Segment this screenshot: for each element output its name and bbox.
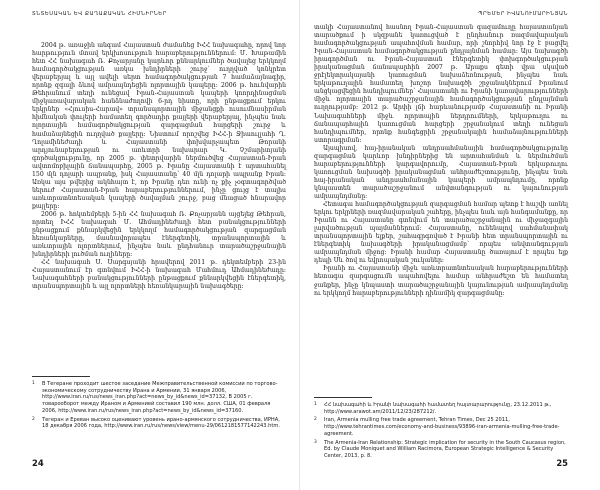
footnote-rule — [32, 376, 90, 377]
footnote-number: 1 — [32, 381, 35, 386]
footnote — [32, 381, 286, 415]
page-number: 25 — [556, 458, 568, 468]
footnote-text: ՀՀ նախագահի և Իրանի նախագահի համատեղ հայտարարությունը, 23.12.2011 թ., http://www.arawot.am/2011/12/23/287212/. — [324, 402, 552, 415]
footnote — [32, 417, 286, 430]
footnote-number: 1 — [314, 402, 317, 407]
footnote-text: The Armenia-Iran Relationship: Strategic implication for security in the South Caucasus region, Ed. by Claude Moniquet and William Racimora, European Strategic Intelligence & Security Center, 2013, p. 8. — [324, 439, 566, 459]
footnote-number: 3 — [314, 439, 317, 445]
paragraph: ՀՀ նախագահ Ս. Սարգսյանի հրավերով 2011 թ. դեկտեմբերի 23-ին Հայաստանում էր գտնվում ԻՀՀ-ի նախագահ Մահմուդ Ահմադինեժադը: Նախագահների բանակցությունների ընթացքում քննարկվեցին էներգետիկ, տրանսպորտային և այլ ոլորտների հեռանկարային նախագծերը: — [32, 259, 286, 291]
right-page — [300, 0, 600, 490]
footnote-number: 2 — [314, 417, 317, 423]
running-head: ՏՆՏԵՍԱԿԱՆ ԵՎ ՔԱՂԱՔԱԿԱՆ ՀԻՄՆԻՐՆԵՐ — [32, 11, 167, 17]
paragraph: 2006 թ. հոկտեմբերի 5-ին ՀՀ նախագահ Ռ. Քոչարյանն այցելեց Թեհրան, որտեղ ԻՀՀ նախագահ Մ. Ահմադինեժադի հետ բանակցությունների ընթացքում քննարկվեցին երկկողմ համագործակցության զարգացման հեռանկարները, մասնավորապես էներգետիկ, տրանսպորտային և առևտրային ոլորտներում, ինչպես նաև ընդհանուր տարածաշրջանային խնդիրների լուծման ուղիները: — [32, 210, 286, 259]
footnotes — [0, 376, 300, 432]
body-text — [314, 24, 568, 298]
footnote — [314, 417, 568, 437]
footnote-number: 2 — [32, 416, 35, 422]
body-text — [32, 42, 286, 291]
footnote — [314, 402, 568, 415]
page-number: 24 — [32, 458, 44, 468]
footnote-text: Тегеран и Ереван высоко оценивают уровень ирано-армянского сотрудничества, ИРНА, 18 декабря 2006 года, http://www.iran.ru/rus/news/view/menu-29/0612181577142243.htm. — [42, 416, 280, 430]
running-head: ՊՐԵՄԵՐ ԻՎԱՆՈՒՄԱՐԻՆՅԱՆ — [478, 11, 568, 17]
paragraph: 2004 թ. առաջին անգամ Հայաստան ժամանեց ԻՀՀ նախագահը, որով նոր հարթություն մտավ երկխոսություն հարաբերություններում: Մ. Խաթամին հետ ՀՀ նախագահ Ռ. Քոչարյանը կարևոր քննարկումներ ծավալեց երկկողմ համագործակցության առկա խնդիրների շուրջ՝ ուղղված կոնկրետ վերաբերյալ և այլ ավելի սերտ համագործակցության 7 համաձայնագիր, որոնք զգալի ձևով ամրապնդեցին ոլորտային կապերը: 2006 թ. հունվարին Թեհրանում տեղի ունեցավ Իրան-Հայաստան կապերի կոորդինացման միջկառավարական հանձնաժողովի 6-րդ նիստը, որի ընթացքում երկու երկրներ «Հյուսիս-Հարավ» տրանսպորտային միջանցքի ուսումնասիրման հիմնական փուլերի համատեղ գործադիր քայլերի վերաբերյալ, ինչպես նաև ոլորտային համագործակցության զարգացման հարցերի շուրջ և համաձայնեցին ուղղված քայլերը: Նիստում որոշվեց ԻՀՀ-ի Ջիաուլլահի Ղ. Ղոլամինեժադի և Հայաստանի փոխվարչապետ Թորանի արդյունաբերության ու առևտրի նախարար Կ. Չշմարիտյանի գործակցությունը, որ 2005 թ. փետրվարին ներմուծվեց Հայաստան-Իրան ավտոմոբիլային ճանապարհը, 2005 թ. Իրանը Հայաստանի է արտահանել 150 մլն դոլարի ապրանք, իսկ Հայաստանը՝ 40 մլն դոլարի ապրանք Իրան: Առկա այս թվերից ակնհայտ է, որ Իրանը դեռ ունի ոչ քիչ չօգտագործված ներուժ Հայաստան-Իրան հարաբերություններում, ինչը ցույց է տալիս առևտրատնտեսական կապերի ծավալման շուրջ, բաց մնացած հնարավոր քայլերը: — [32, 42, 286, 210]
footnote-text: Iran, Armenia mulling free trade agreement, Tehran Times, Dec 25 2011, http://www.tehrantimes.com/economy-and-business/93896-iran-armenia-mulling-free-trade-agreement. — [324, 417, 560, 437]
footnote — [314, 440, 568, 460]
paragraph: տակի Հայաստանով հասնող Իրան-Հայաստան գազամուղը հայաստանյան տարածքում ի սկզբանե կառուցված է ընդհանուր ռազմավարական համագործակցության ապահովման համար, որի շնորհիվ նոր էջ է բացվել Իրան-Հայաստան համագործակցության ընդլայնման համար: Այս նախագծի իրագործման ու Իրան-Հայաստան էներգետիկ փոխգործակցության իրականացման ճանապարհին 2007 թ. Արաքս գետի վրա սկսված ջրէլեկտրակայանի կառուցման նախաձեռնության, ինչպես նաև երկաթուղային համատեղ խոշոր նախագծի շրջանակներում Իրանում անցկացվեցին հանդիպումներ՝ Հայաստանի ու Իրանի կառավարությունների միջև ոլորտային տարածաշրջանային համագործակցության ընդլայնման ուղղությամբ: 2012 թ. Արփի լճի հարևանությամբ Հայաստանի ու Իրանի Նախագահների միջև ոլորտային ներդրումների, երկաթուղու ու ճանապարհային կառուցման հարցերի շրջանակում տեղի ունեցան հանդիպումներ, որոնք հանգեցրին շրջանակային համաձայնությունների ստորագրման: — [314, 24, 568, 144]
footnote-rule — [314, 397, 372, 398]
paragraph: Այսպիսով, հայ-իրանական անդրսահմանային համագործակցությունը զարգացման կարևոր խնդիրներից են արտահանման և ներմուծման հարաբերությունների կարգավորումը, Հայաստան-Իրան երկաթուղու կառուցման նախագծի իրականացման անհրաժեշտությունը, ինչպես նաև հայ-իրանական անդրսահմանային կապերի ամրապնդումը, որոնք կնպաստեն տարածաշրջանում անվտանգության ու կայունության ամրապնդմանը: — [314, 144, 568, 200]
footnotes — [300, 397, 600, 462]
paragraph: Հետագա համագործակցության զարգացման համար պետք է հաշվի առնել երկու երկրների ռազմավարական շահերը, ինչպես նաև այն հանգամանքը, որ Իրանն ու Հայաստանը գտնվում են տարածաշրջանային ու միջազգային լարվածության պայմաններում: Հայաստանը, ունենալով սահմանափակ տրանսպորտային ելքեր, շահագրգռված է Իրանի հետ տրանսպորտային ու էներգետիկ նախագծերի իրականացմամբ՝ որպես անվտանգության ամրապնդման միջոց: Իրանի համար Հայաստանը ծառայում է որպես ելք դեպի Սև ծով ու եվրոպական շուկաներ: — [314, 201, 568, 265]
footnote-text: В Тегеране проходит шестое заседание Межправительственной комиссии по торгово-экономическому сотрудничеству Ирана и Армении, 31 января 2006, http://www.iran.ru/rus/news_iran.php?act=news_by_id&news_id=37132, В 2005 г. товарооборот между Ираном и Арменией составил 190 млн. долл. США, 01 февраля 2006, http://www.iran.ru/rus/news_iran.php?act=news_by_id&news_id=37160. — [42, 381, 278, 414]
paragraph: Իրանի ու Հայաստանի միջև առևտրատնտեսական հարաբերությունների հետագա զարգացումն ապահովելու համար անհրաժեշտ են համատեղ ջանքեր, ինչը կնպաստի տարածաշրջանային կայունության ամրապնդմանը ու երկկողմ հարաբերությունների դինամիկ զարգացմանը: — [314, 265, 568, 297]
